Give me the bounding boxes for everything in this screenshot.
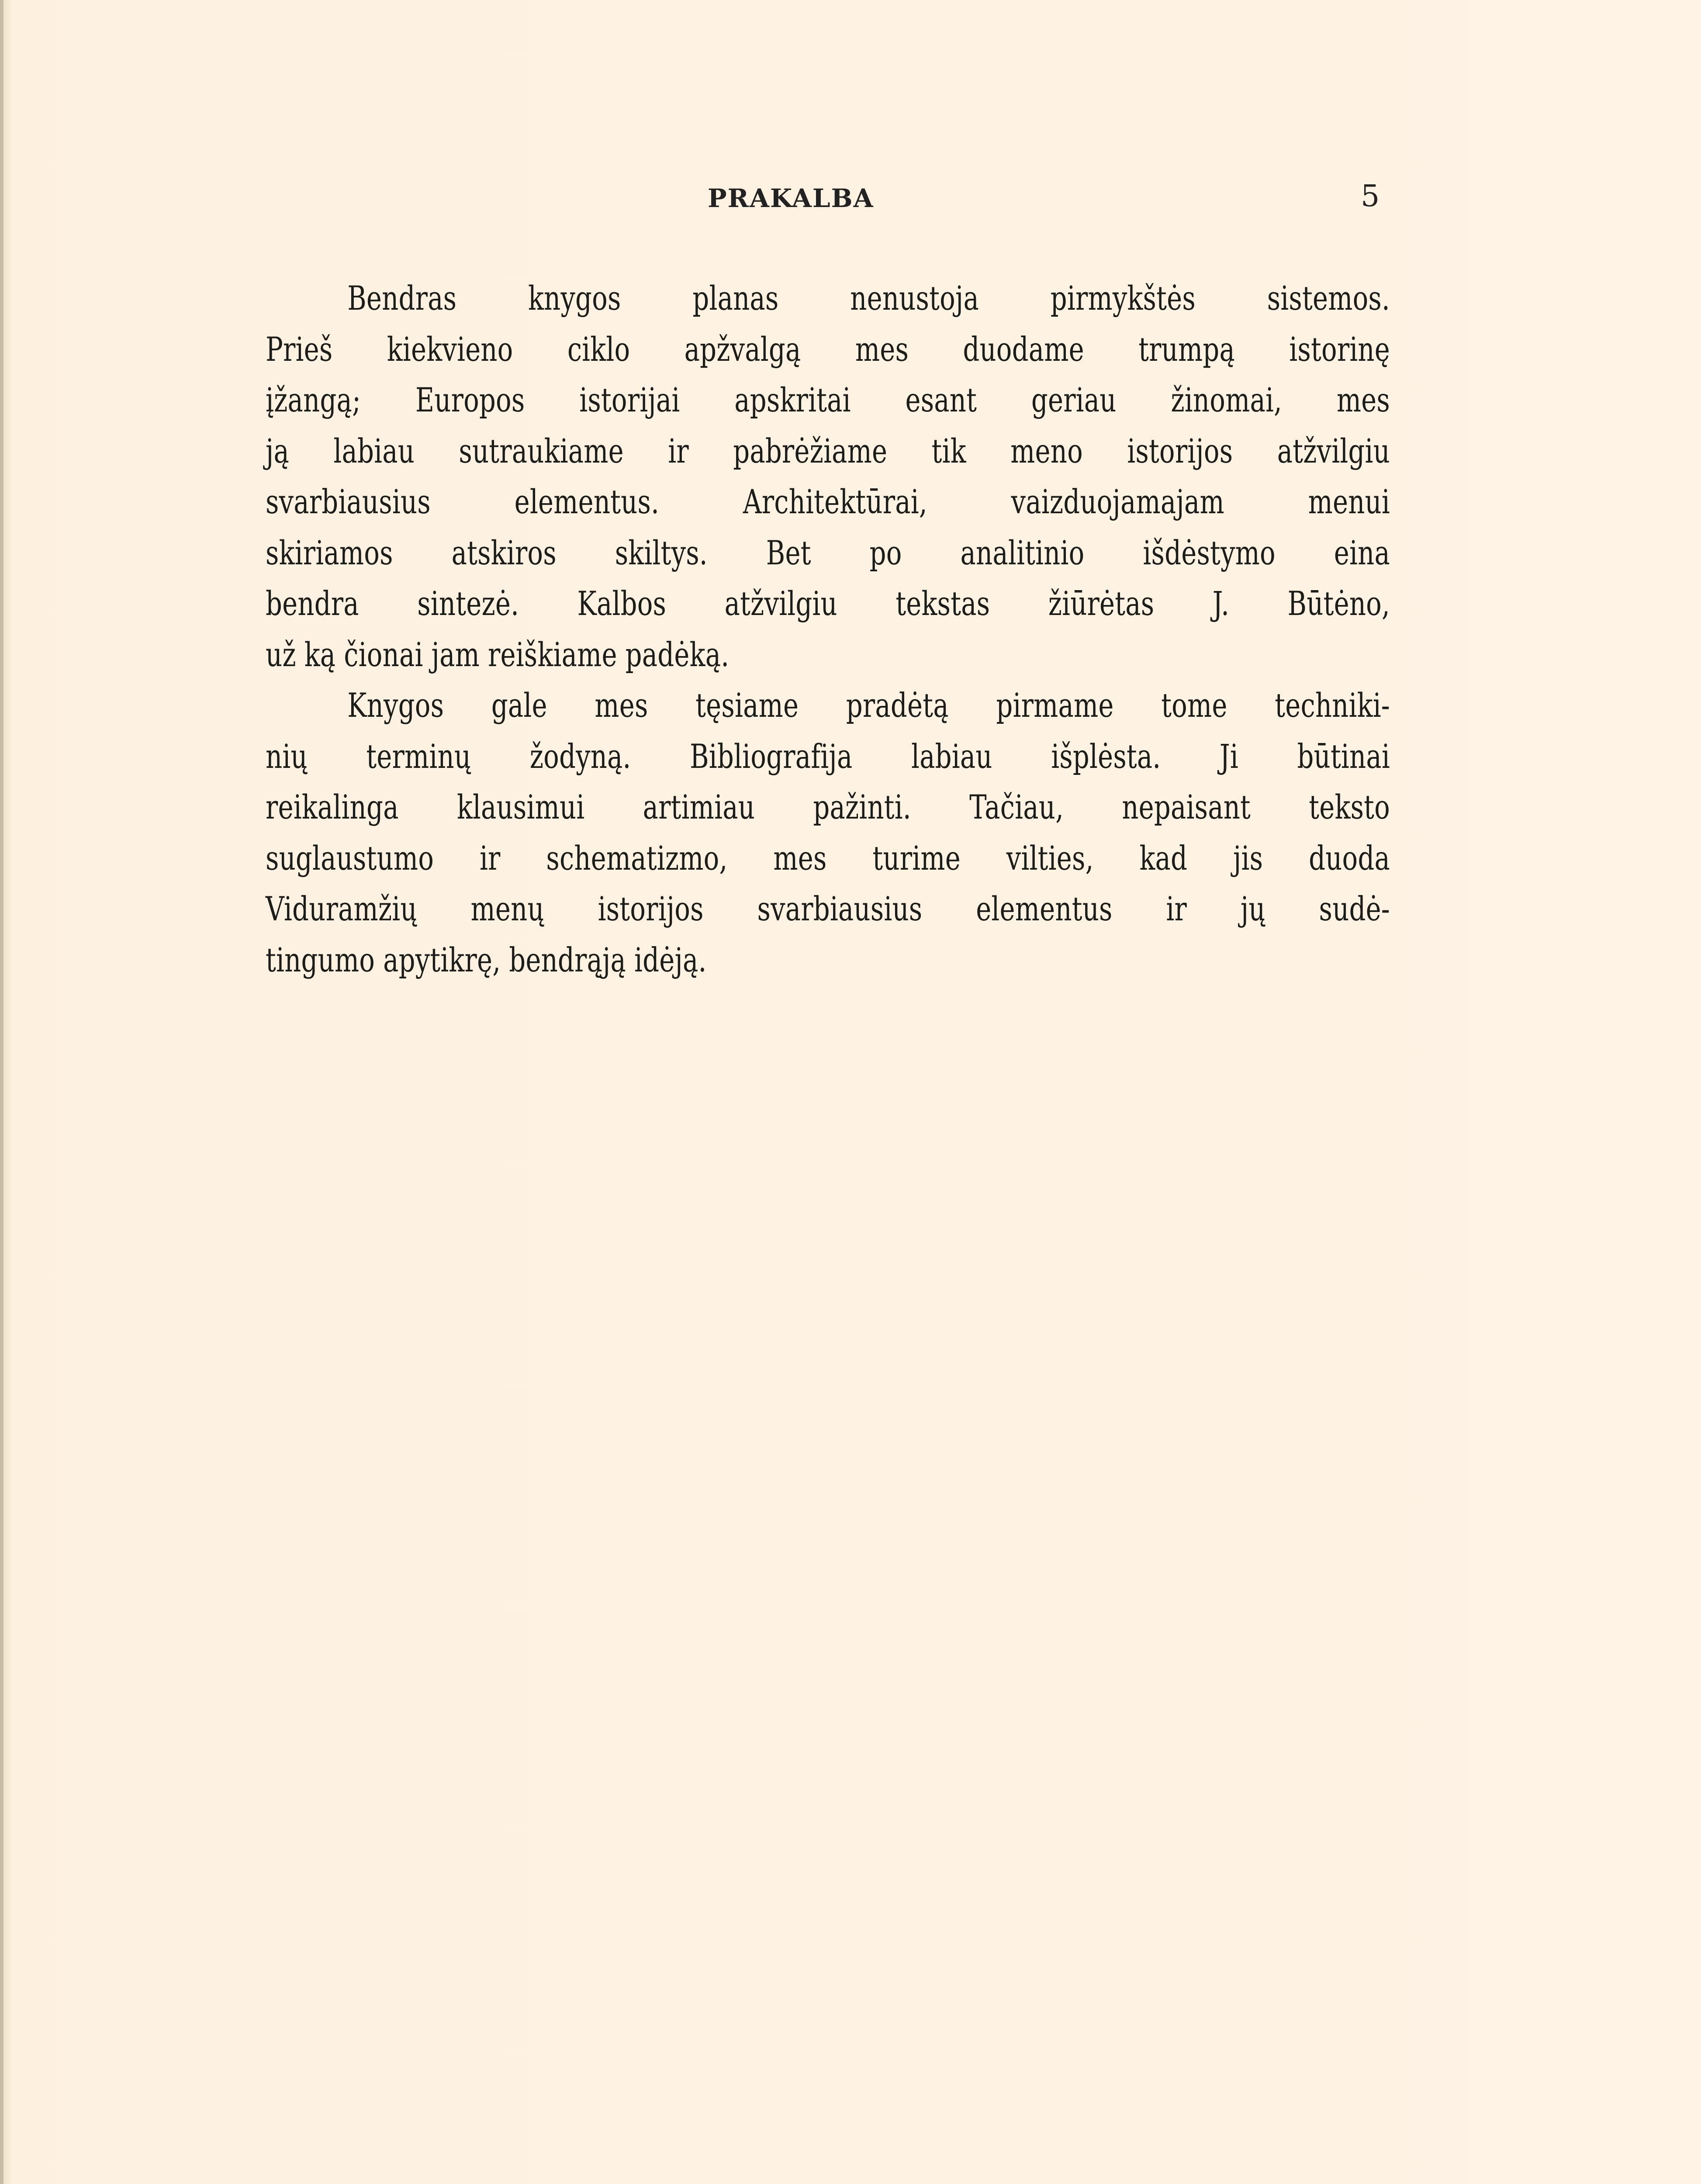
text-line: įžangą; Europos istorijai apskritai esant geriau žinomai, mes — [266, 380, 1390, 419]
text-line: suglaustumo ir schematizmo, mes turime vilties, kad jis duoda — [266, 838, 1390, 878]
page-number: 5 — [1361, 179, 1380, 214]
text-line: tingumo apytikrę, bendrąją idėją. — [266, 940, 707, 979]
paragraph-1 — [266, 273, 1390, 680]
running-head-title: PRAKALBA — [708, 183, 874, 213]
binding-edge — [0, 0, 3, 2184]
text-line: Knygos gale mes tęsiame pradėtą pirmame tome techniki- — [347, 686, 1390, 725]
text-line: už ką čionai jam reiškiame padėką. — [266, 635, 729, 674]
text-line: bendra sintezė. Kalbos atžvilgiu tekstas žiūrėtas J. Būtėno, — [266, 584, 1390, 623]
text-line: nių terminų žodyną. Bibliografija labiau išplėsta. Ji būtinai — [266, 736, 1390, 776]
text-line: skiriamos atskiros skiltys. Bet po analitinio išdėstymo eina — [266, 533, 1390, 572]
text-line: Viduramžių menų istorijos svarbiausius elementus ir jų sudė- — [266, 889, 1390, 928]
text-line: Prieš kiekvieno ciklo apžvalgą mes duodame trumpą istorinę — [266, 329, 1390, 369]
paragraph-2 — [266, 680, 1390, 985]
text-line: svarbiausius elementus. Architektūrai, vaizduojamajam menui — [266, 482, 1390, 521]
text-line: ją labiau sutraukiame ir pabrėžiame tik meno istorijos atžvilgiu — [266, 431, 1390, 470]
body-text — [266, 273, 1390, 985]
text-line: reikalinga klausimui artimiau pažinti. Tačiau, nepaisant teksto — [266, 788, 1390, 826]
text-line: Bendras knygos planas nenustoja pirmykštės sistemos. — [347, 279, 1390, 318]
